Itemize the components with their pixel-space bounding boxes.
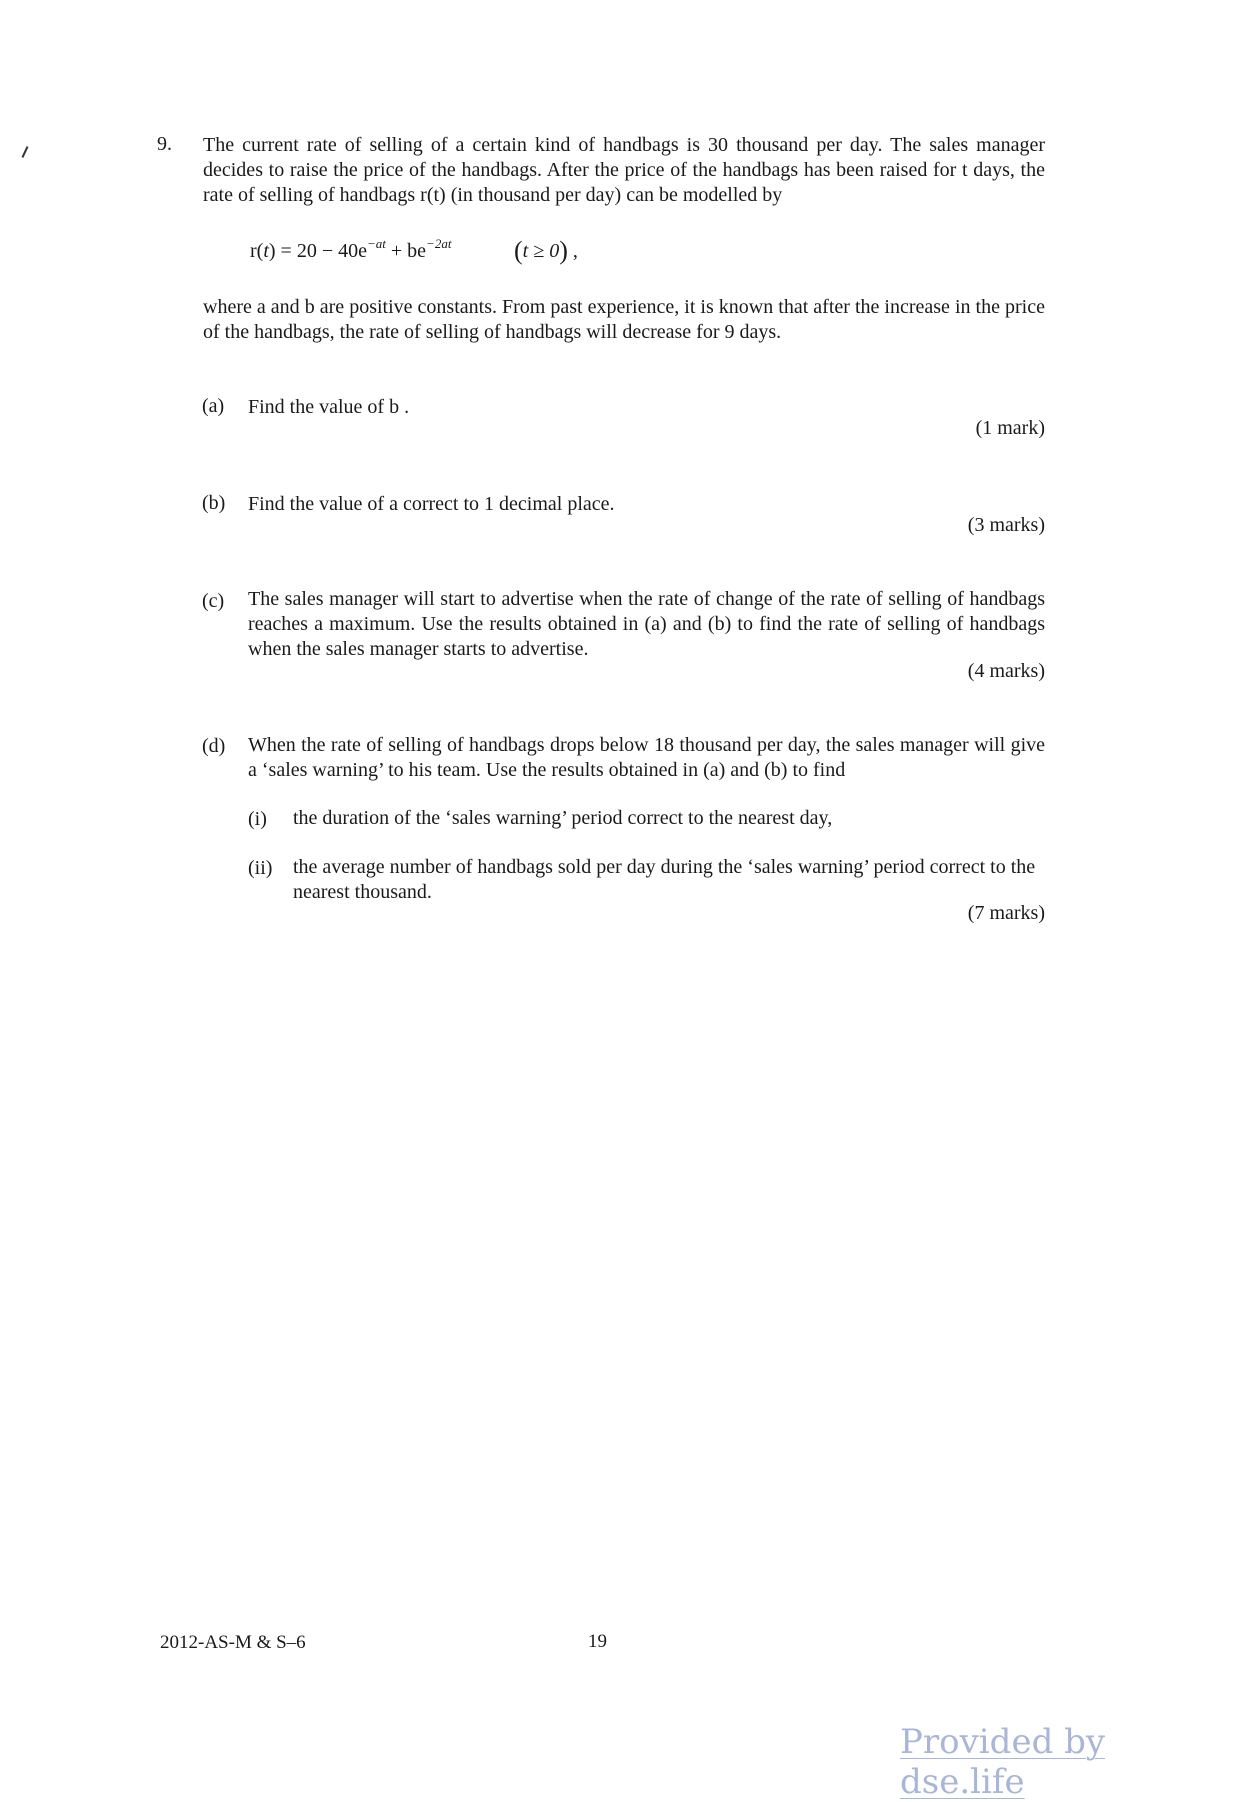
paper-code: 2012-AS-M & S–6 bbox=[160, 1632, 306, 1653]
stray-mark bbox=[22, 146, 29, 158]
part-b-text: Find the value of a correct to 1 decimal place. bbox=[248, 493, 615, 515]
part-a-label: (a) bbox=[202, 395, 225, 417]
formula-lhs: r( bbox=[250, 240, 264, 262]
part-a-text: Find the value of b . bbox=[248, 396, 410, 418]
formula-plus: + be bbox=[385, 240, 427, 262]
part-d-text: When the rate of selling of handbags drops below 18 thousand per day, the sales manager will give a ‘sales warning’ to his team. Use the results obtained in (a) and (b) to find bbox=[248, 734, 1045, 781]
part-c-label: (c) bbox=[202, 590, 225, 612]
part-c-marks: (4 marks) bbox=[967, 660, 1045, 682]
part-c-text: The sales manager will start to advertise when the rate of change of the rate of selling of handbags reaches a maximum. Use the results obtained in (a) and (b) to find the rate of selling of handbags when the sales manager starts to advertise. bbox=[248, 588, 1045, 660]
part-d-label: (d) bbox=[202, 735, 226, 757]
formula-exp2: −2at bbox=[426, 236, 452, 251]
cond-open: ( bbox=[514, 236, 523, 265]
formula-condition bbox=[514, 236, 578, 266]
formula-mid: ) = 20 − 40e bbox=[268, 240, 367, 262]
part-d-marks: (7 marks) bbox=[967, 902, 1045, 924]
cond-trail: , bbox=[567, 240, 578, 262]
part-d-ii-label: (ii) bbox=[248, 857, 273, 879]
watermark-link[interactable]: Provided by dse.life bbox=[900, 1722, 1106, 1802]
formula-exp1: −at bbox=[367, 236, 386, 251]
formula-var: t bbox=[263, 240, 269, 262]
cond-text: t ≥ 0 bbox=[522, 240, 560, 262]
cond-close: ) bbox=[559, 236, 568, 265]
part-d-i-label: (i) bbox=[248, 808, 267, 830]
part-b-label: (b) bbox=[202, 492, 226, 514]
question-where: where a and b are positive constants. From past experience, it is known that after the increase in the price of the handbags, the rate of selling of handbags will decrease for 9 days. bbox=[203, 296, 1045, 343]
part-d-i-text: the duration of the ‘sales warning’ period correct to the nearest day, bbox=[293, 807, 833, 829]
part-a-marks: (1 mark) bbox=[975, 417, 1045, 439]
formula bbox=[250, 236, 452, 263]
part-d-ii-text: the average number of handbags sold per day during the ‘sales warning’ period correct to the nearest thousand. bbox=[293, 856, 1036, 903]
question-number: 9. bbox=[157, 133, 172, 155]
question-intro: The current rate of selling of a certain kind of handbags is 30 thousand per day. The sales manager decides to raise the price of the handbags. After the price of the handbags has been raised for t days, the rate of selling of handbags r(t) (in thousand per day) can be modelled by bbox=[203, 134, 1045, 206]
page-number: 19 bbox=[588, 1631, 607, 1652]
part-b-marks: (3 marks) bbox=[967, 514, 1045, 536]
